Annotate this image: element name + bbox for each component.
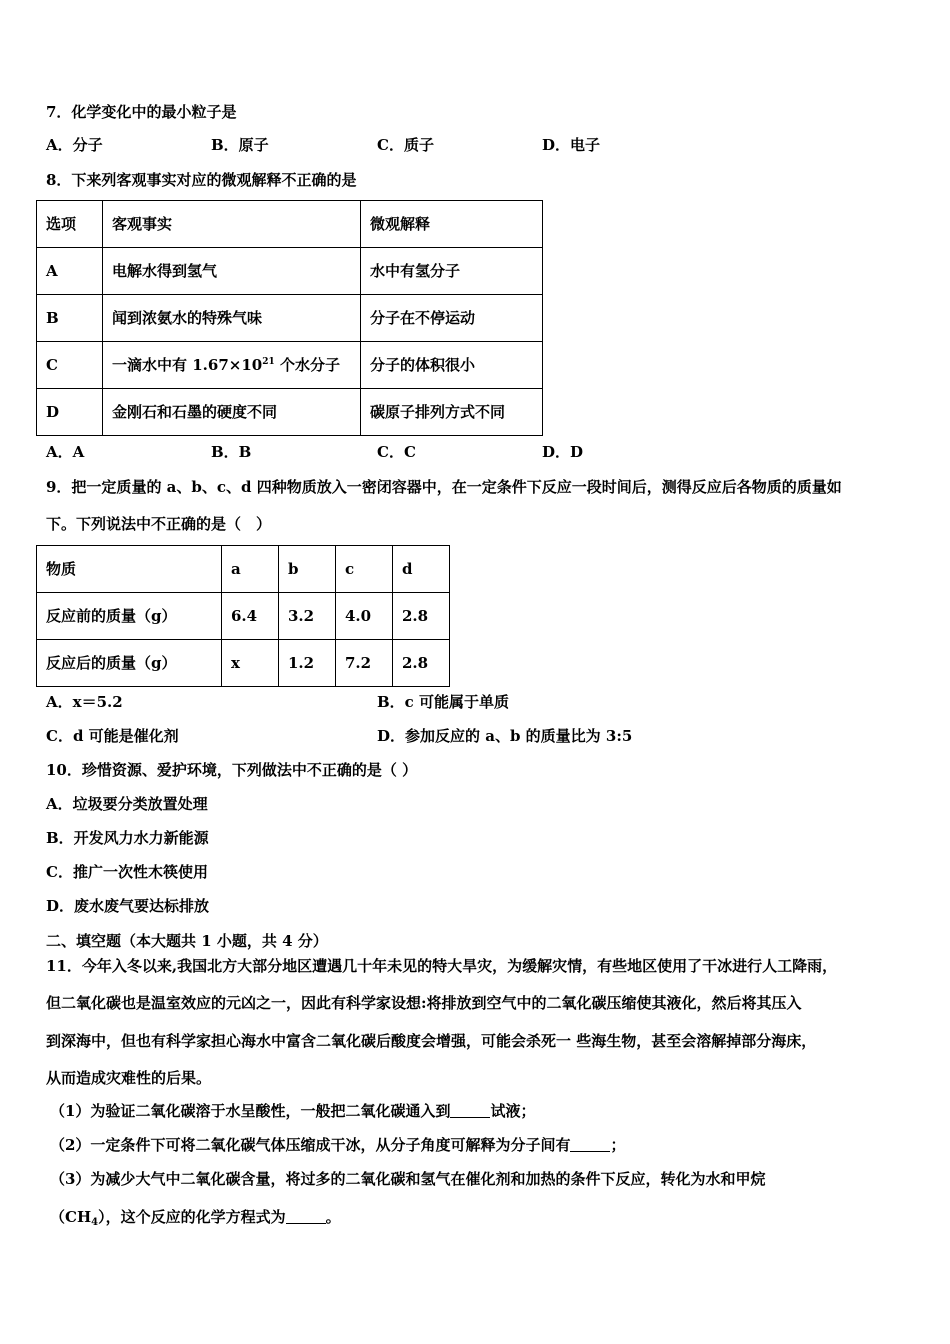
table-cell: 4.0 xyxy=(336,593,393,640)
q8-option-a: A．A xyxy=(46,443,85,461)
q9-stem-line2: 下。下列说法中不正确的是（ ） xyxy=(46,515,272,533)
table-row xyxy=(37,342,543,389)
table-row xyxy=(37,389,543,436)
q7-options xyxy=(46,135,906,155)
table-header-cell: 微观解释 xyxy=(361,201,543,248)
exponent: 21 xyxy=(262,357,275,367)
q11-sub3-line1: （3）为减少大气中二氧化碳含量，将过多的二氧化碳和氢气在催化剂和加热的条件下反应，转化为水和甲烷 xyxy=(50,1170,766,1188)
table-cell: 反应前的质量（g） xyxy=(37,593,222,640)
table-cell: D xyxy=(37,389,103,436)
q8-option-c: C．C xyxy=(377,443,416,461)
table-header-row xyxy=(37,546,450,593)
table-cell: 分子在不停运动 xyxy=(361,295,543,342)
table-cell xyxy=(103,342,361,389)
q11-line1: 11．今年入冬以来,我国北方大部分地区遭遇几十年未见的特大旱灾，为缓解灾情，有些地区使用了干冰进行人工降雨， xyxy=(46,957,838,975)
q9-option-b: B．c 可能属于单质 xyxy=(377,693,510,711)
q10-option-d: D．废水废气要达标排放 xyxy=(46,897,210,915)
q7-option-b: B．原子 xyxy=(211,136,269,154)
q9-options-row2 xyxy=(46,726,906,746)
table-cell: 分子的体积很小 xyxy=(361,342,543,389)
q7-option-c: C．质子 xyxy=(377,136,434,154)
q9-stem-line1: 9．把一定质量的 a、b、c、d 四种物质放入一密闭容器中，在一定条件下反应一段时间后，测得反应后各物质的质量如 xyxy=(46,478,842,496)
table-cell: 6.4 xyxy=(222,593,279,640)
q8-option-b: B．B xyxy=(211,443,252,461)
sub3-text-end: 。 xyxy=(325,1208,341,1226)
table-header-cell: 物质 xyxy=(37,546,222,593)
table-row xyxy=(37,248,543,295)
answer-blank[interactable] xyxy=(450,1102,490,1118)
q8-table xyxy=(36,200,543,436)
q10-option-b: B．开发风力水力新能源 xyxy=(46,829,209,847)
q9-option-c: C．d 可能是催化剂 xyxy=(46,727,179,745)
table-header-cell: 选项 xyxy=(37,201,103,248)
table-cell: A xyxy=(37,248,103,295)
q11-sub3-line2 xyxy=(50,1207,341,1227)
q11-sub2 xyxy=(50,1135,625,1155)
q10-option-a: A．垃圾要分类放置处理 xyxy=(46,795,208,813)
sub2-text: （2）一定条件下可将二氧化碳气体压缩成干冰，从分子角度可解释为分子间有 xyxy=(50,1136,571,1154)
q9-options-row1 xyxy=(46,692,906,712)
table-cell: 水中有氢分子 xyxy=(361,248,543,295)
answer-blank[interactable] xyxy=(286,1208,326,1224)
table-header-cell: d xyxy=(393,546,450,593)
q11-line2: 但二氧化碳也是温室效应的元凶之一，因此有科学家设想:将排放到空气中的二氧化碳压缩使其液化，然后将其压入 xyxy=(46,994,802,1012)
q11-line4: 从而造成灾难性的后果。 xyxy=(46,1069,212,1087)
table-cell: 3.2 xyxy=(279,593,336,640)
answer-blank[interactable] xyxy=(570,1136,610,1152)
sub1-text-end: 试液； xyxy=(490,1102,536,1120)
table-cell: 2.8 xyxy=(393,593,450,640)
fact-text: 个水分子 xyxy=(274,356,340,374)
q8-options xyxy=(46,442,906,462)
table-cell: C xyxy=(37,342,103,389)
q11-sub1 xyxy=(50,1101,535,1121)
table-header-cell: c xyxy=(336,546,393,593)
table-row xyxy=(37,640,450,687)
table-cell: x xyxy=(222,640,279,687)
q10-stem: 10．珍惜资源、爱护环境，下列做法中不正确的是（ ） xyxy=(46,761,418,779)
section-title: 二、填空题（本大题共 1 小题，共 4 分） xyxy=(46,932,328,950)
q7-option-d: D．电子 xyxy=(542,136,601,154)
table-header-cell: b xyxy=(279,546,336,593)
q7-stem: 7．化学变化中的最小粒子是 xyxy=(46,103,237,121)
table-cell: 金刚石和石墨的硬度不同 xyxy=(103,389,361,436)
table-cell: 1.2 xyxy=(279,640,336,687)
sub3-text-mid: ），这个反应的化学方程式为 xyxy=(98,1208,286,1226)
q7-option-a: A．分子 xyxy=(46,136,103,154)
table-cell: 碳原子排列方式不同 xyxy=(361,389,543,436)
q9-table xyxy=(36,545,450,687)
fact-text: 一滴水中有 1.67×10 xyxy=(112,356,263,374)
table-cell: 2.8 xyxy=(393,640,450,687)
table-row xyxy=(37,295,543,342)
sub2-text-end: ； xyxy=(610,1136,626,1154)
table-cell: 闻到浓氨水的特殊气味 xyxy=(103,295,361,342)
q9-option-d: D．参加反应的 a、b 的质量比为 3:5 xyxy=(377,727,633,745)
table-header-cell: 客观事实 xyxy=(103,201,361,248)
table-cell: 反应后的质量（g） xyxy=(37,640,222,687)
table-cell: 电解水得到氢气 xyxy=(103,248,361,295)
q8-option-d: D．D xyxy=(542,443,584,461)
table-header-cell: a xyxy=(222,546,279,593)
table-header-row xyxy=(37,201,543,248)
q11-line3: 到深海中，但也有科学家担心海水中富含二氧化碳后酸度会增强，可能会杀死一 些海生物，甚至会溶解掉部分海床， xyxy=(46,1032,817,1050)
sub1-text: （1）为验证二氧化碳溶于水呈酸性，一般把二氧化碳通入到 xyxy=(50,1102,451,1120)
table-cell: B xyxy=(37,295,103,342)
q8-stem: 8．下来列客观事实对应的微观解释不正确的是 xyxy=(46,171,357,189)
subscript: 4 xyxy=(91,1217,99,1228)
table-row xyxy=(37,593,450,640)
q10-option-c: C．推广一次性木筷使用 xyxy=(46,863,208,881)
sub3-text: （CH xyxy=(50,1208,92,1226)
q9-option-a: A．x＝5.2 xyxy=(46,693,123,711)
table-cell: 7.2 xyxy=(336,640,393,687)
